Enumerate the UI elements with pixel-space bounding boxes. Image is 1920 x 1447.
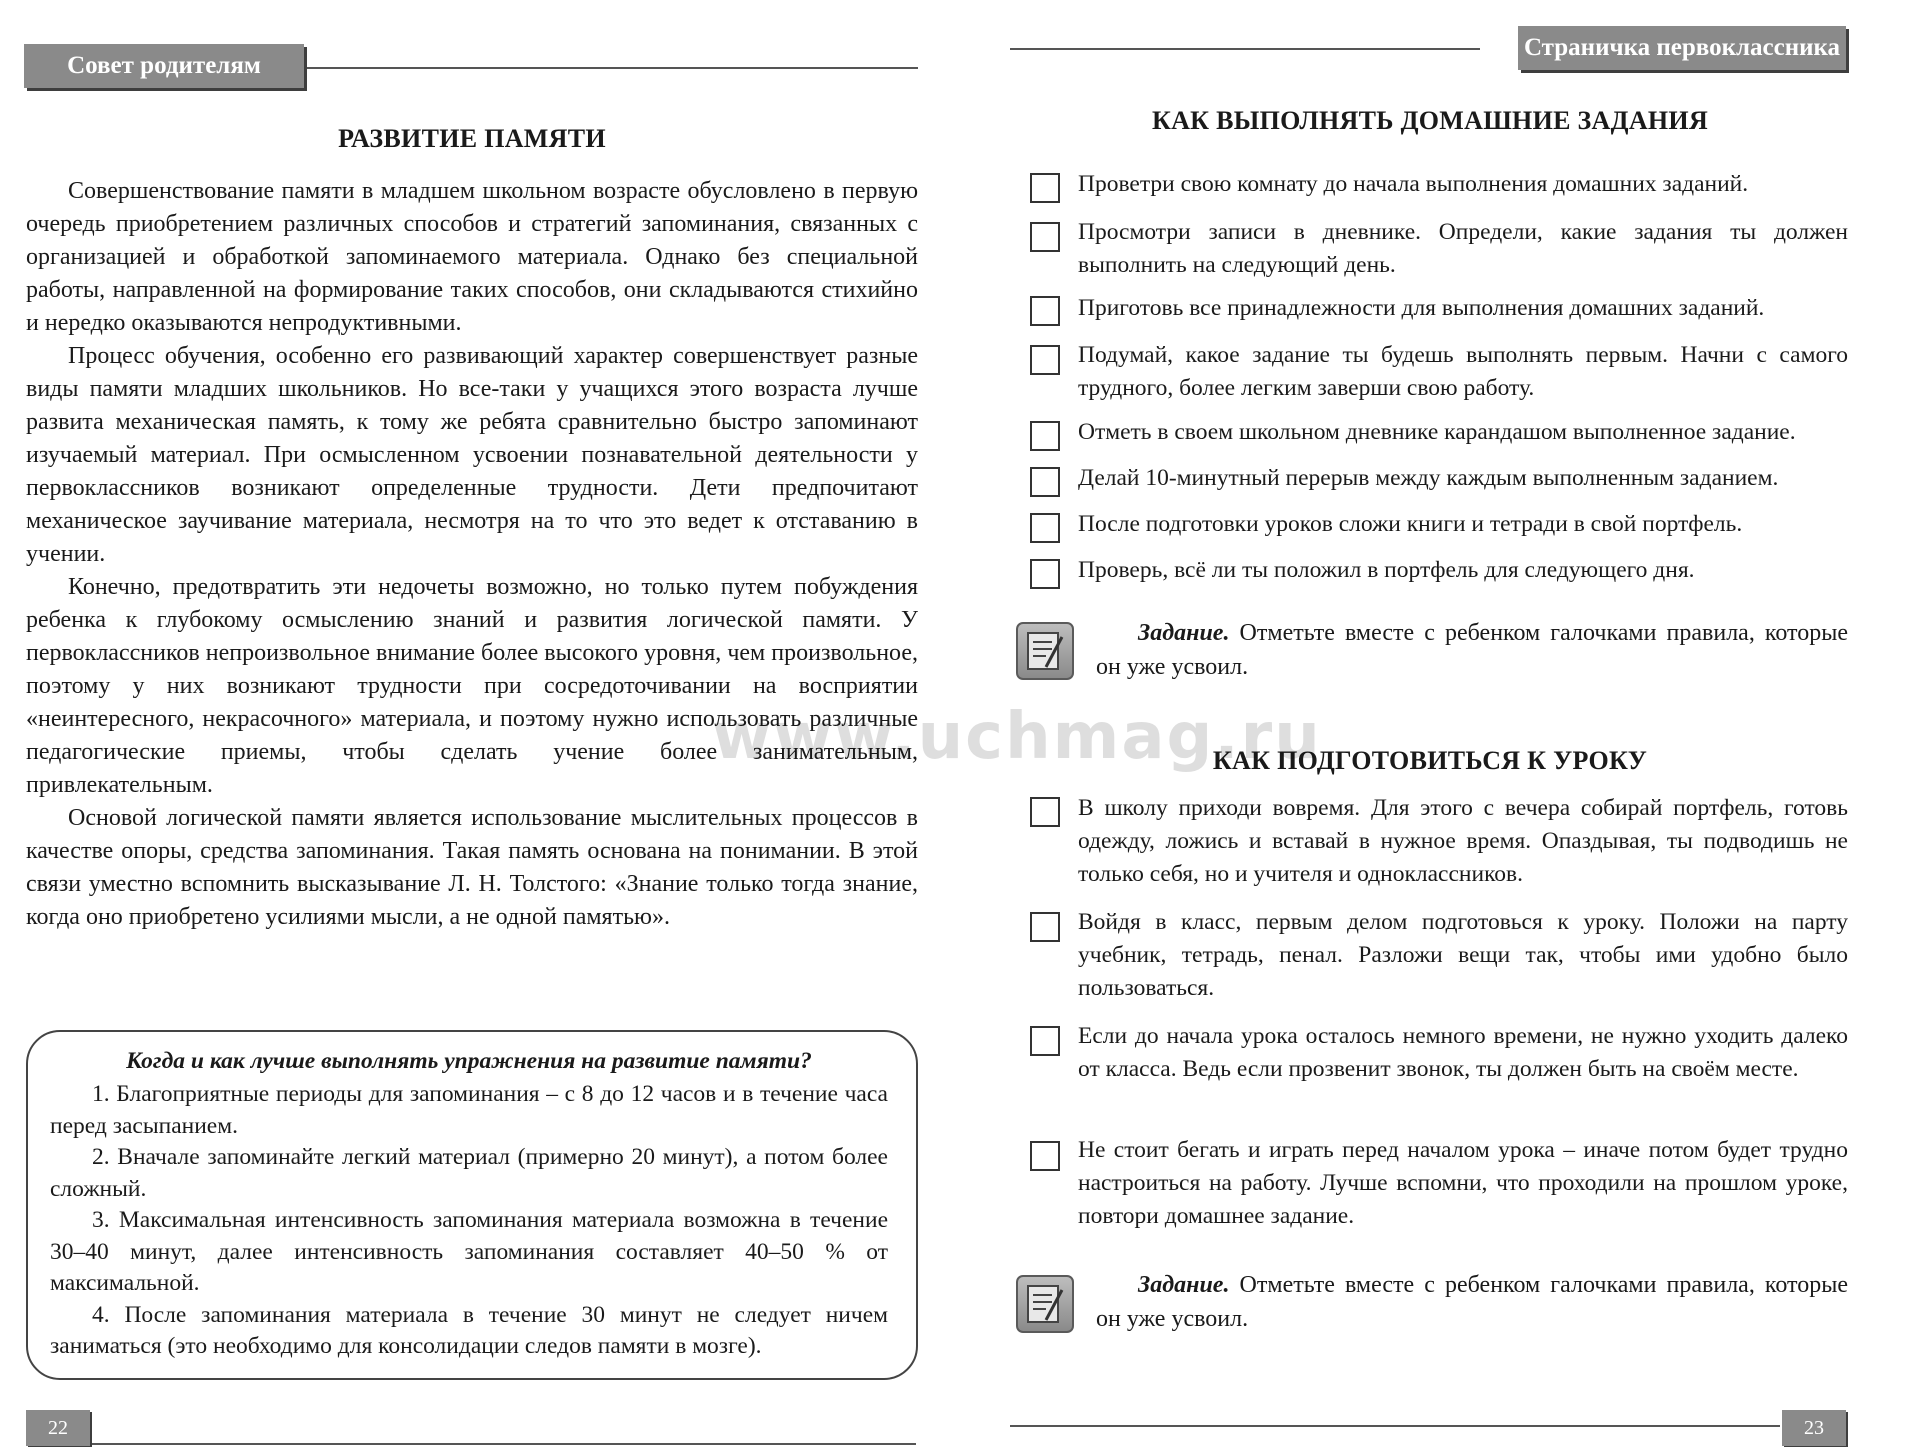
rule-text: Приготовь все принадлежности для выполнения домашних заданий. <box>1078 295 1765 321</box>
rule-text: Подумай, какое задание ты будешь выполнять первым. Начни с самого трудного, более легким заверши свою работу. <box>1078 342 1848 401</box>
page-title: РАЗВИТИЕ ПАМЯТИ <box>338 124 606 153</box>
article-body <box>26 175 918 934</box>
task-text: Отметьте вместе с ребенком галочками правила, которые он уже усвоил. <box>1096 620 1848 680</box>
section-header-tab: Совет родителям <box>24 44 304 88</box>
section-title-homework: КАК ВЫПОЛНЯТЬ ДОМАШНИЕ ЗАДАНИЯ <box>1151 106 1709 135</box>
paragraph: Процесс обучения, особенно его развивающий характер совершенствует разные виды памяти младших школьников. Но все-таки у учащихся этого возраста лучше развита механическая память, к тому же ребята сравнительно быстро запоминают изучаемый материал. При осмысленном усвоении познавательной деятельности у первоклассников возникают определенные трудности. Дети предпочитают механическое заучивание материала, несмотря на то что это ведет к отставанию в учении. <box>26 343 918 567</box>
memory-tips-box <box>26 1030 918 1380</box>
footer-rule <box>92 1443 916 1445</box>
rule-text: После подготовки уроков сложи книги и тетради в свой портфель. <box>1078 511 1743 537</box>
rule-text: В школу приходи вовремя. Для этого с вечера собирай портфель, готовь одежду, ложись и вставай в нужное время. Опаздывая, ты подводишь не только себя, но и учителя и одноклассников. <box>1078 795 1848 887</box>
rule-checkbox[interactable] <box>1030 173 1060 203</box>
rule-text: Если до начала урока осталось немного времени, не нужно уходить далеко от класса. Ведь если прозвенит звонок, ты должен быть на своём месте. <box>1078 1023 1848 1082</box>
task-instruction <box>1096 616 1848 684</box>
task-instruction <box>1096 1268 1848 1336</box>
task-notebook-icon <box>1016 622 1074 680</box>
box-question: Когда и как лучше выполнять упражнения на развитие памяти? <box>126 1048 812 1074</box>
footer-rule <box>1010 1425 1780 1427</box>
rule-checkbox[interactable] <box>1030 559 1060 589</box>
header-rule <box>1010 48 1480 50</box>
page-number: 22 <box>26 1410 90 1446</box>
rule-checkbox[interactable] <box>1030 513 1060 543</box>
rule-checkbox[interactable] <box>1030 421 1060 451</box>
rule-checkbox[interactable] <box>1030 296 1060 326</box>
rule-checkbox[interactable] <box>1030 222 1060 252</box>
section-title-lesson: КАК ПОДГОТОВИТЬСЯ К УРОКУ <box>1212 746 1648 775</box>
task-text: Отметьте вместе с ребенком галочками правила, которые он уже усвоил. <box>1096 1272 1848 1332</box>
rule-checkbox[interactable] <box>1030 1141 1060 1171</box>
rule-text: Войдя в класс, первым делом подготовься к уроку. Положи на парту учебник, тетрадь, пенал. Разложи вещи так, чтобы ими удобно было пользоваться. <box>1078 909 1848 1001</box>
watermark: www.uchmag.ru <box>712 700 1322 774</box>
box-item: 4. После запоминания материала в течение 30 минут не следует ничем заниматься (это необходимо для консолидации следов памяти в мозге). <box>50 1301 888 1359</box>
rule-checkbox[interactable] <box>1030 912 1060 942</box>
rule-checkbox[interactable] <box>1030 467 1060 497</box>
paragraph: Совершенствование памяти в младшем школьном возрасте обусловлено в первую очередь приобретением различных способов и стратегий запоминания, связанных с организацией и обработкой запоминаемого материала. Однако без специальной работы, направленной на формирование таких способов, они складываются стихийно и нередко оказываются непродуктивными. <box>26 178 918 336</box>
task-label: Задание. <box>1138 620 1230 646</box>
page-number: 23 <box>1782 1410 1846 1446</box>
paragraph: Основой логической памяти является использование мыслительных процессов в качестве опоры, средства запоминания. Такая память основана на понимании. В этой связи уместно вспомнить высказывание Л. Н. Толстого: «Знание только тогда знание, когда оно приобретено усилиями мысли, а не одной памятью». <box>26 805 918 930</box>
rule-text: Проверь, всё ли ты положил в портфель для следующего дня. <box>1078 557 1695 583</box>
rule-text: Не стоит бегать и играть перед началом урока – иначе потом будет трудно настроиться на работу. Лучше вспомни, что проходили на прошлом уроке, повтори домашнее задание. <box>1078 1137 1848 1229</box>
box-item: 1. Благоприятные периоды для запоминания – с 8 до 12 часов и в течение часа перед засыпанием. <box>50 1081 888 1139</box>
header-rule <box>300 67 918 69</box>
section-header-tab: Страничка первоклассника <box>1518 26 1846 70</box>
paragraph: Конечно, предотвратить эти недочеты возможно, но только путем побуждения ребенка к глубокому осмыслению знаний и развития логической памяти. У первоклассников непроизвольное внимание более высокого уровня, чем произвольное, поэтому у них возникают трудности при сосредоточивании на восприятии «неинтересного, некрасочного» материала, и поэтому нужно использовать различные педагогические приемы, чтобы сделать учение более занимательным, привлекательным. <box>26 574 918 798</box>
box-item: 3. Максимальная интенсивность запоминания материала возможна в течение 30–40 минут, далее интенсивность запоминания составляет 40–50 % от максимальной. <box>50 1207 888 1296</box>
rule-checkbox[interactable] <box>1030 1026 1060 1056</box>
rule-checkbox[interactable] <box>1030 345 1060 375</box>
rule-text: Делай 10-минутный перерыв между каждым выполненным заданием. <box>1078 465 1779 491</box>
box-item: 2. Вначале запоминайте легкий материал (примерно 20 минут), а потом более сложный. <box>50 1144 888 1202</box>
task-notebook-icon <box>1016 1275 1074 1333</box>
rule-text: Отметь в своем школьном дневнике карандашом выполненное задание. <box>1078 419 1796 445</box>
rule-checkbox[interactable] <box>1030 797 1060 827</box>
rule-text: Проветри свою комнату до начала выполнения домашних заданий. <box>1078 171 1749 197</box>
rule-text: Просмотри записи в дневнике. Определи, какие задания ты должен выполнить на следующий день. <box>1078 219 1848 278</box>
task-label: Задание. <box>1138 1272 1230 1298</box>
